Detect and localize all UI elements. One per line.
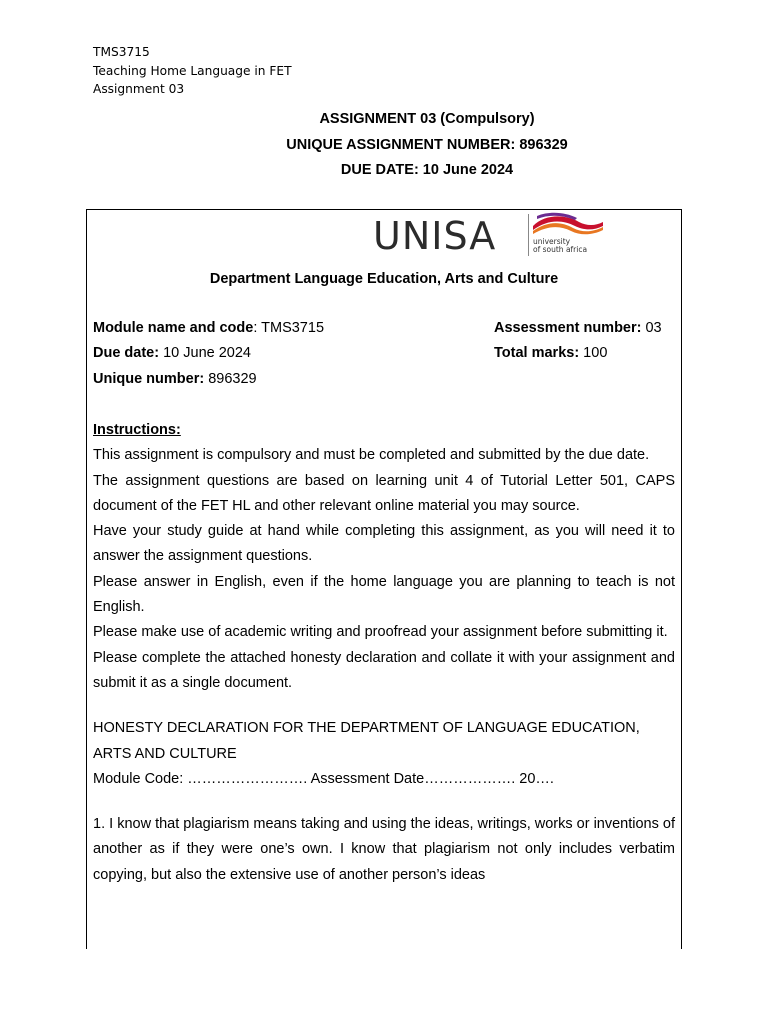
instruction-1: This assignment is compulsory and must be completed and submitted by the due date. [93, 447, 650, 464]
logo-wordmark: UNISA [373, 214, 497, 258]
due-date-title: DUE DATE: 10 June 2024 [340, 162, 514, 178]
declaration-module-line: Module Code: ……………………. Assessment Date………………. 20…. [93, 770, 554, 787]
total-marks [494, 341, 607, 366]
instructions-title: Instructions: [93, 422, 181, 438]
assessment-label: Assessment number: [494, 320, 642, 336]
logo-sub-south-africa: of south africa [533, 245, 588, 254]
unique-number-row [93, 367, 675, 392]
logo-subtitle [533, 238, 587, 254]
assessment-value: 03 [641, 320, 662, 336]
assignment-title-block [0, 107, 768, 184]
header-assignment: Assignment 03 [93, 82, 185, 96]
logo-flag-icon [531, 212, 605, 238]
unique-number-value: 896329 [204, 371, 257, 387]
instruction-2: The assignment questions are based on learning unit 4 of Tutorial Letter 501, CAPS document of the FET HL and other relevant online material you may source. [93, 472, 675, 514]
header-course-name: Teaching Home Language in FET [93, 63, 292, 78]
declaration-heading: HONESTY DECLARATION FOR THE DEPARTMENT OF LANGUAGE EDUCATION, ARTS AND CULTURE [93, 720, 640, 762]
department-name: Department Language Education, Arts and Culture [209, 271, 559, 287]
due-date-row [93, 341, 675, 366]
instruction-5: Please make use of academic writing and proofread your assignment before submitting it. [93, 624, 668, 641]
document-header [93, 43, 292, 99]
logo-sub-university: university [533, 237, 571, 246]
instruction-6: Please complete the attached honesty declaration and collate it with your assignment and submit it as a single document. [93, 649, 675, 691]
unique-number-label: Unique number: [93, 371, 205, 387]
assignment-title: ASSIGNMENT 03 (Compulsory) [319, 111, 535, 127]
unisa-logo [373, 212, 613, 260]
declaration-item-1: 1. I know that plagiarism means taking and using the ideas, writings, works or inventions of another as if they were one’s own. I know that plagiarism not only includes verbatim copying, but also the extensive use of another person’s ideas [93, 816, 675, 883]
total-marks-value: 100 [579, 345, 608, 361]
instruction-4: Please answer in English, even if the home language you are planning to teach is not English. [93, 573, 675, 616]
logo-divider [528, 214, 529, 256]
module-value: : TMS3715 [253, 320, 325, 336]
total-marks-label: Total marks: [494, 345, 580, 361]
instruction-3: Have your study guide at hand while completing this assignment, as you will need it to answer the assignment questions. [93, 523, 675, 565]
module-label: Module name and code [93, 320, 254, 336]
instructions-section [93, 418, 675, 888]
module-row [93, 316, 675, 341]
unique-assignment-number: UNIQUE ASSIGNMENT NUMBER: 896329 [286, 136, 568, 153]
header-module-code: TMS3715 [93, 45, 150, 59]
due-date-label: Due date: [93, 345, 160, 361]
due-date-value: 10 June 2024 [159, 345, 251, 361]
assessment-number [494, 316, 662, 341]
